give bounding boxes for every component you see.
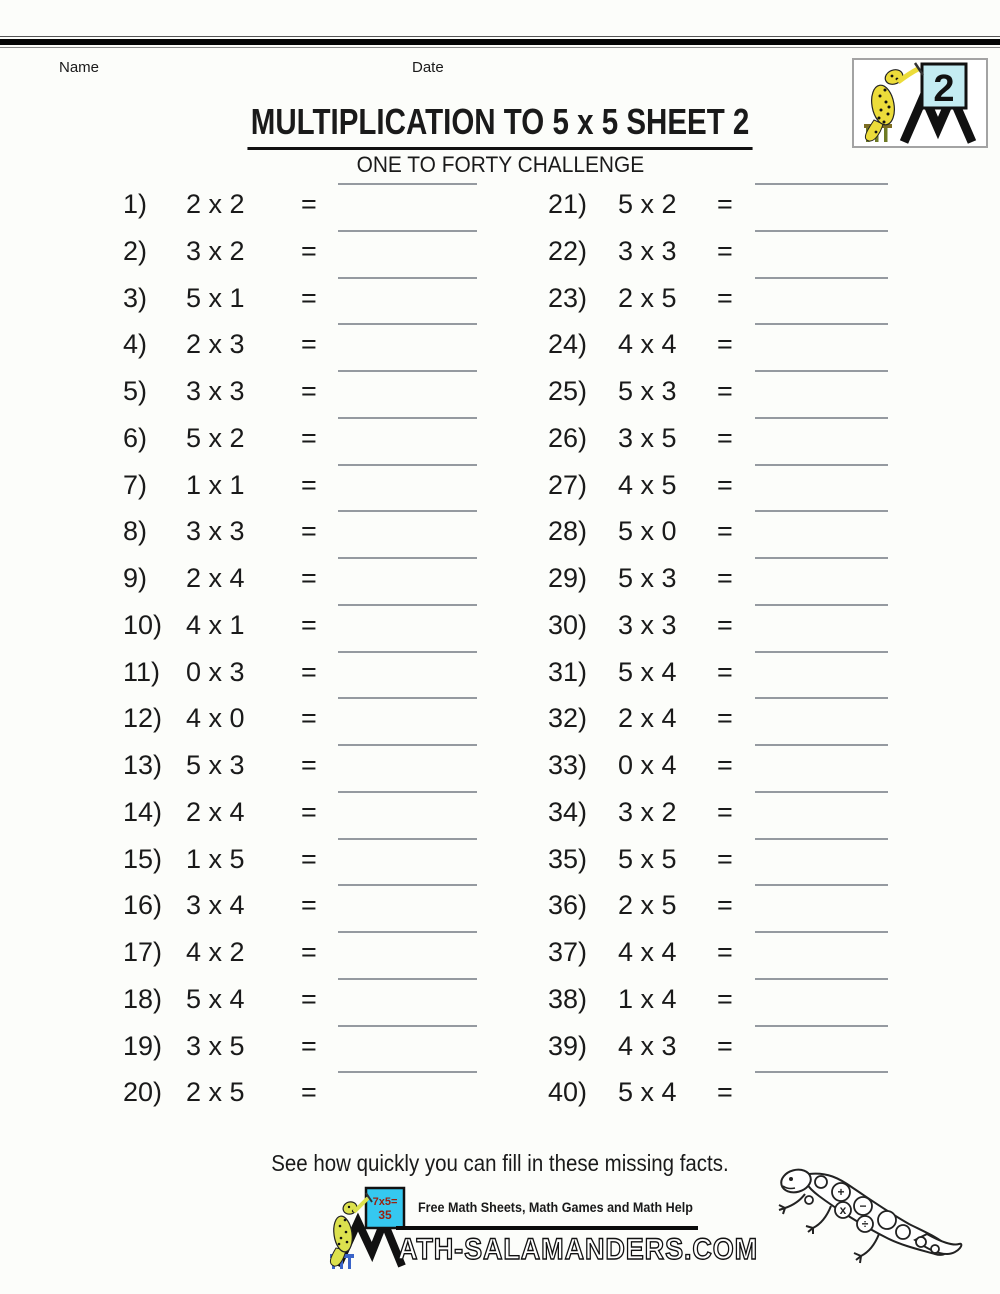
problem-number: 7) — [123, 469, 148, 500]
answer-blank-line — [338, 884, 477, 886]
problem-expression: 3 x 2 — [186, 235, 245, 266]
equals-sign: = — [301, 376, 317, 406]
answer-blank-line — [755, 604, 888, 606]
svg-text:÷: ÷ — [861, 1217, 869, 1231]
problem-number: 23) — [548, 282, 588, 313]
sign-equation-top: 7x5= — [372, 1196, 398, 1208]
footer-tagline: Free Math Sheets, Math Games and Math Help — [418, 1200, 693, 1215]
answer-blank-line — [755, 931, 888, 933]
equals-sign: = — [301, 1077, 317, 1108]
problem-row — [123, 277, 501, 324]
problem-number: 2) — [123, 235, 148, 266]
answer-blank-line — [755, 697, 888, 699]
problem-expression: 2 x 4 — [186, 796, 245, 827]
problem-expression: 5 x 0 — [618, 516, 677, 547]
page-subtitle: ONE TO FORTY CHALLENGE — [356, 152, 644, 177]
problem-expression: 3 x 5 — [618, 422, 677, 453]
equals-sign: = — [301, 656, 317, 687]
problem-number: 26) — [548, 422, 588, 453]
problem-row — [548, 1071, 893, 1118]
equals-sign: = — [717, 750, 733, 780]
equals-sign: = — [301, 609, 317, 640]
problem-number: 30) — [548, 609, 588, 640]
answer-blank-line — [338, 417, 477, 419]
problem-expression: 3 x 4 — [186, 890, 245, 921]
equals-sign: = — [301, 516, 317, 547]
problem-row — [548, 651, 893, 698]
answer-blank-line — [755, 464, 888, 466]
problem-number: 1) — [123, 189, 148, 219]
problem-number: 32) — [548, 703, 588, 734]
problem-expression: 2 x 4 — [618, 703, 677, 734]
problem-row — [123, 230, 501, 277]
site-wordmark: ATH-SALAMANDERS.COM — [398, 1233, 759, 1266]
equals-sign: = — [301, 282, 317, 313]
problem-expression: 3 x 3 — [618, 609, 677, 640]
problem-expression: 4 x 5 — [618, 469, 677, 500]
equals-sign: = — [717, 609, 733, 640]
problem-row — [548, 370, 893, 417]
answer-blank-line — [755, 277, 888, 279]
problem-expression: 2 x 5 — [618, 890, 677, 921]
svg-text:x: x — [839, 1203, 847, 1217]
problem-row — [548, 510, 893, 557]
problem-expression: 2 x 2 — [186, 189, 245, 219]
problem-row — [548, 931, 893, 978]
svg-text:+: + — [837, 1185, 845, 1199]
problem-expression: 2 x 5 — [186, 1077, 245, 1108]
problem-number: 25) — [548, 376, 588, 406]
equals-sign: = — [717, 843, 733, 874]
answer-blank-line — [338, 230, 477, 232]
problem-number: 8) — [123, 516, 148, 547]
answer-blank-line — [338, 744, 477, 746]
problem-expression: 5 x 3 — [618, 376, 677, 406]
problem-number: 40) — [548, 1077, 588, 1108]
answer-blank-line — [338, 1025, 477, 1027]
problem-number: 38) — [548, 983, 588, 1014]
problem-row — [123, 1025, 501, 1072]
problem-expression: 5 x 3 — [186, 750, 245, 780]
problem-number: 22) — [548, 235, 588, 266]
problem-row — [123, 884, 501, 931]
problems-column-right — [548, 183, 893, 1118]
problem-number: 33) — [548, 750, 588, 780]
problem-expression: 0 x 4 — [618, 750, 677, 780]
answer-blank-line — [755, 183, 888, 185]
answer-blank-line — [338, 651, 477, 653]
equals-sign: = — [301, 235, 317, 266]
problem-expression: 2 x 5 — [618, 282, 677, 313]
problem-number: 31) — [548, 656, 588, 687]
equals-sign: = — [717, 656, 733, 687]
answer-blank-line — [338, 510, 477, 512]
problem-number: 18) — [123, 983, 163, 1014]
equals-sign: = — [717, 516, 733, 547]
problem-expression: 5 x 2 — [618, 189, 677, 219]
answer-blank-line — [755, 417, 888, 419]
problem-expression: 5 x 1 — [186, 282, 245, 313]
problem-row — [548, 884, 893, 931]
problem-number: 3) — [123, 282, 148, 313]
equals-sign: = — [717, 563, 733, 593]
problem-row — [548, 277, 893, 324]
salamander-outline-icon — [775, 1162, 965, 1266]
answer-blank-line — [755, 510, 888, 512]
sheet-number: 2 — [933, 68, 955, 110]
problem-row — [123, 604, 501, 651]
answer-blank-line — [755, 1025, 888, 1027]
math-salamanders-footer-logo — [326, 1186, 759, 1272]
answer-blank-line — [755, 884, 888, 886]
problem-row — [548, 183, 893, 230]
problem-row — [123, 978, 501, 1025]
equals-sign: = — [717, 469, 733, 500]
svg-text:−: − — [859, 1199, 867, 1213]
problem-row — [548, 604, 893, 651]
answer-blank-line — [338, 277, 477, 279]
equals-sign: = — [301, 703, 317, 734]
problem-row — [548, 323, 893, 370]
sign-equation-bottom: 35 — [378, 1208, 392, 1222]
problem-number: 28) — [548, 516, 588, 547]
equals-sign: = — [717, 422, 733, 453]
equals-sign: = — [301, 796, 317, 827]
problem-expression: 3 x 2 — [618, 796, 677, 827]
problem-expression: 5 x 4 — [618, 1077, 677, 1108]
problem-row — [548, 464, 893, 511]
problem-expression: 3 x 3 — [186, 516, 245, 547]
problem-expression: 5 x 4 — [618, 656, 677, 687]
problem-row — [548, 791, 893, 838]
answer-blank-line — [755, 744, 888, 746]
problem-number: 5) — [123, 376, 148, 406]
problem-row — [123, 510, 501, 557]
problem-number: 39) — [548, 1030, 588, 1061]
problem-number: 29) — [548, 563, 588, 593]
problem-row — [123, 1071, 501, 1118]
problem-number: 10) — [123, 609, 163, 640]
answer-blank-line — [338, 370, 477, 372]
problem-row — [123, 697, 501, 744]
problem-row — [548, 838, 893, 885]
equals-sign: = — [717, 1030, 733, 1061]
problem-expression: 5 x 3 — [618, 563, 677, 593]
answer-blank-line — [338, 791, 477, 793]
problem-number: 20) — [123, 1077, 163, 1108]
problem-row — [548, 230, 893, 277]
problem-number: 12) — [123, 703, 163, 734]
answer-blank-line — [755, 323, 888, 325]
equals-sign: = — [301, 469, 317, 500]
date-label: Date — [412, 59, 444, 76]
answer-blank-line — [755, 230, 888, 232]
answer-blank-line — [338, 931, 477, 933]
problem-expression: 4 x 4 — [618, 329, 677, 360]
problem-expression: 4 x 0 — [186, 703, 245, 734]
problem-number: 35) — [548, 843, 588, 874]
problem-number: 34) — [548, 796, 588, 827]
footer-message: See how quickly you can fill in these missing facts. — [271, 1150, 729, 1176]
answer-blank-line — [338, 323, 477, 325]
answer-blank-line — [338, 1071, 477, 1073]
problem-number: 16) — [123, 890, 163, 921]
problem-expression: 4 x 3 — [618, 1030, 677, 1061]
problem-expression: 4 x 4 — [618, 937, 677, 967]
equals-sign: = — [301, 983, 317, 1014]
name-label: Name — [59, 59, 100, 76]
answer-blank-line — [338, 604, 477, 606]
answer-blank-line — [338, 464, 477, 466]
answer-blank-line — [338, 978, 477, 980]
answer-blank-line — [755, 978, 888, 980]
problem-expression: 1 x 4 — [618, 983, 677, 1014]
problem-row — [548, 417, 893, 464]
problem-row — [548, 557, 893, 604]
problem-expression: 3 x 3 — [618, 235, 677, 266]
equals-sign: = — [717, 235, 733, 266]
answer-blank-line — [755, 1071, 888, 1073]
problem-row — [123, 417, 501, 464]
problem-number: 11) — [123, 656, 161, 687]
equals-sign: = — [301, 890, 317, 921]
problem-number: 24) — [548, 329, 588, 360]
problem-expression: 3 x 5 — [186, 1030, 245, 1061]
problem-expression: 0 x 3 — [186, 656, 245, 687]
equals-sign: = — [717, 983, 733, 1014]
answer-blank-line — [338, 838, 477, 840]
page-title: MULTIPLICATION TO 5 x 5 SHEET 2 — [247, 101, 752, 150]
problem-number: 36) — [548, 890, 588, 921]
problem-row — [123, 744, 501, 791]
problem-row — [123, 557, 501, 604]
problem-expression: 4 x 2 — [186, 937, 245, 967]
problem-number: 21) — [548, 189, 588, 219]
equals-sign: = — [717, 1077, 733, 1108]
problem-number: 37) — [548, 937, 588, 967]
answer-blank-line — [755, 557, 888, 559]
equals-sign: = — [301, 1030, 317, 1061]
equals-sign: = — [717, 703, 733, 734]
problem-row — [123, 651, 501, 698]
equals-sign: = — [717, 376, 733, 406]
problem-expression: 5 x 2 — [186, 422, 245, 453]
answer-blank-line — [755, 370, 888, 372]
equals-sign: = — [301, 937, 317, 967]
problem-number: 17) — [123, 937, 163, 967]
equals-sign: = — [717, 890, 733, 921]
answer-blank-line — [755, 838, 888, 840]
problem-row — [123, 464, 501, 511]
equals-sign: = — [717, 329, 733, 360]
problem-expression: 5 x 4 — [186, 983, 245, 1014]
problems-column-left — [123, 183, 501, 1118]
problem-row — [548, 1025, 893, 1072]
problem-number: 14) — [123, 796, 163, 827]
problem-expression: 2 x 4 — [186, 563, 245, 593]
problem-expression: 4 x 1 — [186, 609, 245, 640]
problem-row — [548, 978, 893, 1025]
equals-sign: = — [301, 750, 317, 780]
problem-number: 27) — [548, 469, 588, 500]
problem-expression: 2 x 3 — [186, 329, 245, 360]
answer-blank-line — [755, 651, 888, 653]
answer-blank-line — [338, 557, 477, 559]
problem-expression: 1 x 1 — [186, 469, 245, 500]
problem-row — [548, 744, 893, 791]
answer-blank-line — [755, 791, 888, 793]
problem-number: 6) — [123, 422, 148, 453]
problem-expression: 5 x 5 — [618, 843, 677, 874]
problem-number: 9) — [123, 563, 148, 593]
problem-expression: 1 x 5 — [186, 843, 245, 874]
equals-sign: = — [301, 422, 317, 453]
problem-row — [123, 838, 501, 885]
problem-number: 4) — [123, 329, 148, 360]
problem-number: 15) — [123, 843, 163, 874]
problem-row — [123, 931, 501, 978]
equals-sign: = — [301, 563, 317, 593]
header-rule-thin — [0, 36, 1000, 37]
equals-sign: = — [301, 189, 317, 219]
problem-row — [123, 323, 501, 370]
problem-number: 19) — [123, 1030, 163, 1061]
problem-row — [123, 183, 501, 230]
equals-sign: = — [717, 937, 733, 967]
problem-row — [123, 370, 501, 417]
equals-sign: = — [717, 189, 733, 219]
equals-sign: = — [717, 282, 733, 313]
problem-row — [548, 697, 893, 744]
equals-sign: = — [301, 329, 317, 360]
problem-expression: 3 x 3 — [186, 376, 245, 406]
header-rule-shadow — [0, 47, 1000, 48]
equals-sign: = — [301, 843, 317, 874]
problem-number: 13) — [123, 750, 163, 780]
header-rule-thick — [0, 39, 1000, 45]
answer-blank-line — [338, 697, 477, 699]
equals-sign: = — [717, 796, 733, 827]
footer-logo-divider — [396, 1226, 698, 1230]
answer-blank-line — [338, 183, 477, 185]
problem-row — [123, 791, 501, 838]
